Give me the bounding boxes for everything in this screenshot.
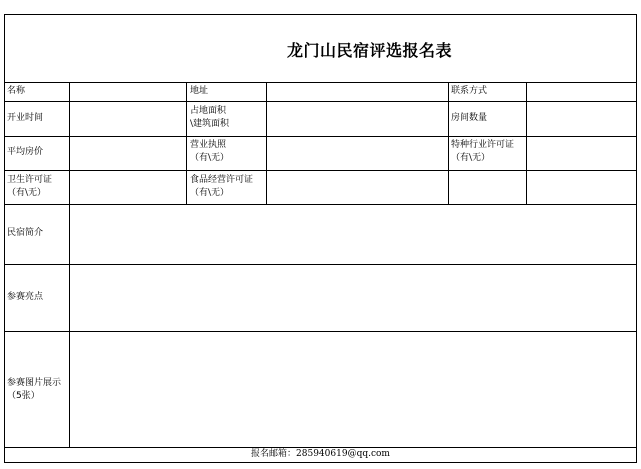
food-permit-label-line1: 食品经营许可证 [190,175,254,185]
photos-label-line2: （5张） [7,391,40,401]
blank-cell [449,171,526,204]
intro-label: 民宿简介 [7,228,44,238]
photos-upload-cell[interactable] [70,332,636,447]
avg-price-label: 平均房价 [7,147,44,157]
special-permit-label-line2: （有\无） [451,153,491,163]
intro-input-cell[interactable] [70,205,636,264]
special-permit-input-cell[interactable] [527,137,636,170]
biz-license-label-line2: （有\无） [190,153,230,163]
photos-label-line1: 参赛图片展示 [7,378,62,388]
area-input-cell[interactable] [267,102,448,136]
room-count-input-cell[interactable] [527,102,636,136]
address-label: 地址 [190,86,209,96]
biz-license-input-cell[interactable] [267,137,448,170]
hygiene-permit-label-line2: （有\无） [7,188,47,198]
name-label: 名称 [7,86,26,96]
highlights-input-cell[interactable] [70,265,636,331]
page-title: 龙门山民宿评选报名表 [287,41,453,60]
open-time-label: 开业时间 [7,113,44,123]
hygiene-permit-input-cell[interactable] [70,171,186,204]
blank-input-cell[interactable] [527,171,636,204]
contact-label: 联系方式 [451,86,488,96]
open-time-input-cell[interactable] [70,102,186,136]
highlights-label: 参赛亮点 [7,292,44,302]
name-input-cell[interactable] [70,83,186,101]
special-permit-label-line1: 特种行业许可证 [451,140,515,150]
address-input-cell[interactable] [267,83,448,101]
avg-price-input-cell[interactable] [70,137,186,170]
column-divider [186,82,187,204]
area-label-line1: 占地面积 [190,106,227,116]
signup-email-footer: 报名邮箱：285940619@qq.com [251,449,390,459]
area-label-line2: \建筑面积 [190,119,230,129]
biz-license-label-line1: 营业执照 [190,140,227,150]
hygiene-permit-label-line1: 卫生许可证 [7,175,53,185]
food-permit-input-cell[interactable] [267,171,448,204]
contact-input-cell[interactable] [527,83,636,101]
food-permit-label-line2: （有\无） [190,188,230,198]
room-count-label: 房间数量 [451,113,488,123]
